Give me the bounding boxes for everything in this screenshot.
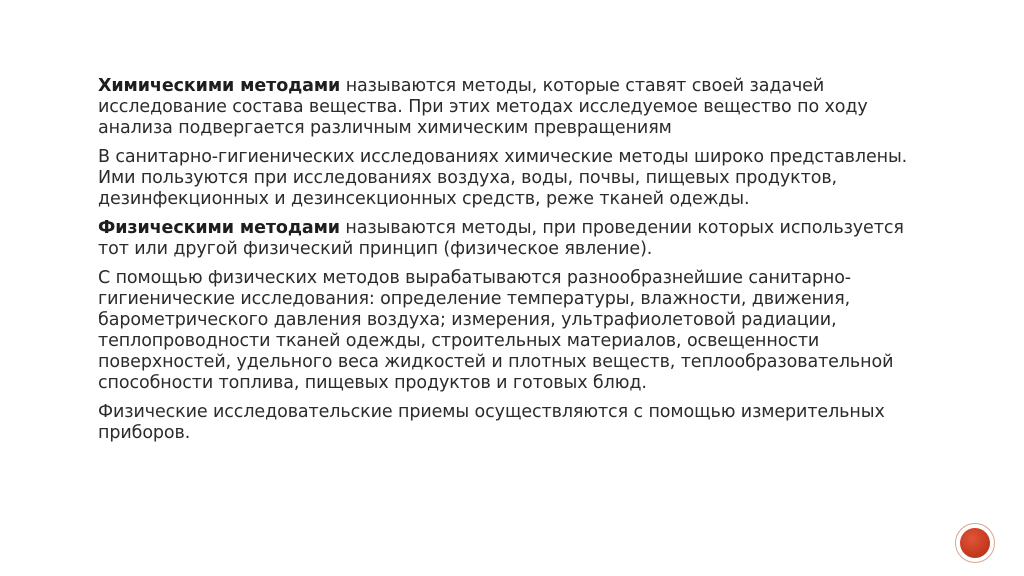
term-chemical-methods: Химическими методами xyxy=(98,76,341,96)
paragraph-instruments xyxy=(98,402,928,444)
slide-badge-circle xyxy=(960,528,990,558)
paragraph-text: Физические исследовательские приемы осуществляются с помощью измерительных приборов. xyxy=(98,402,885,443)
paragraph-physical-methods xyxy=(98,218,928,260)
paragraph-sanitary-chemical xyxy=(98,147,928,210)
paragraph-text: В санитарно-гигиенических исследованиях химические методы широко представлены. Ими пользуются при исследованиях воздуха, воды, почвы, пищевых продуктов, дезинфекционных и дезинсекционных средств, реже тканей одежды. xyxy=(98,147,908,209)
slide-badge-icon xyxy=(955,523,995,563)
paragraph-text: называются методы, которые ставят своей задачей исследование состава вещества. При этих методах исследуемое вещество по ходу анализа подвергается различным химическим превращениям xyxy=(98,76,868,138)
paragraph-text: С помощью физических методов вырабатываются разнообразнейшие санитарно-гигиенические исследования: определение температуры, влажности, движения, барометрического давления воздуха; измерения, ультрафиолетовой радиации, теплопроводности тканей одежды, строительных материалов, освещенности поверхностей, удельного веса жидкостей и плотных веществ, теплообразовательной способности топлива, пищевых продуктов и готовых блюд. xyxy=(98,268,894,393)
slide-body xyxy=(98,76,928,452)
paragraph-physical-research xyxy=(98,268,928,394)
paragraph-text: называются методы, при проведении которых используется тот или другой физический принцип (физическое явление). xyxy=(98,218,904,259)
paragraph-chemical-methods xyxy=(98,76,928,139)
term-physical-methods: Физическими методами xyxy=(98,218,340,238)
